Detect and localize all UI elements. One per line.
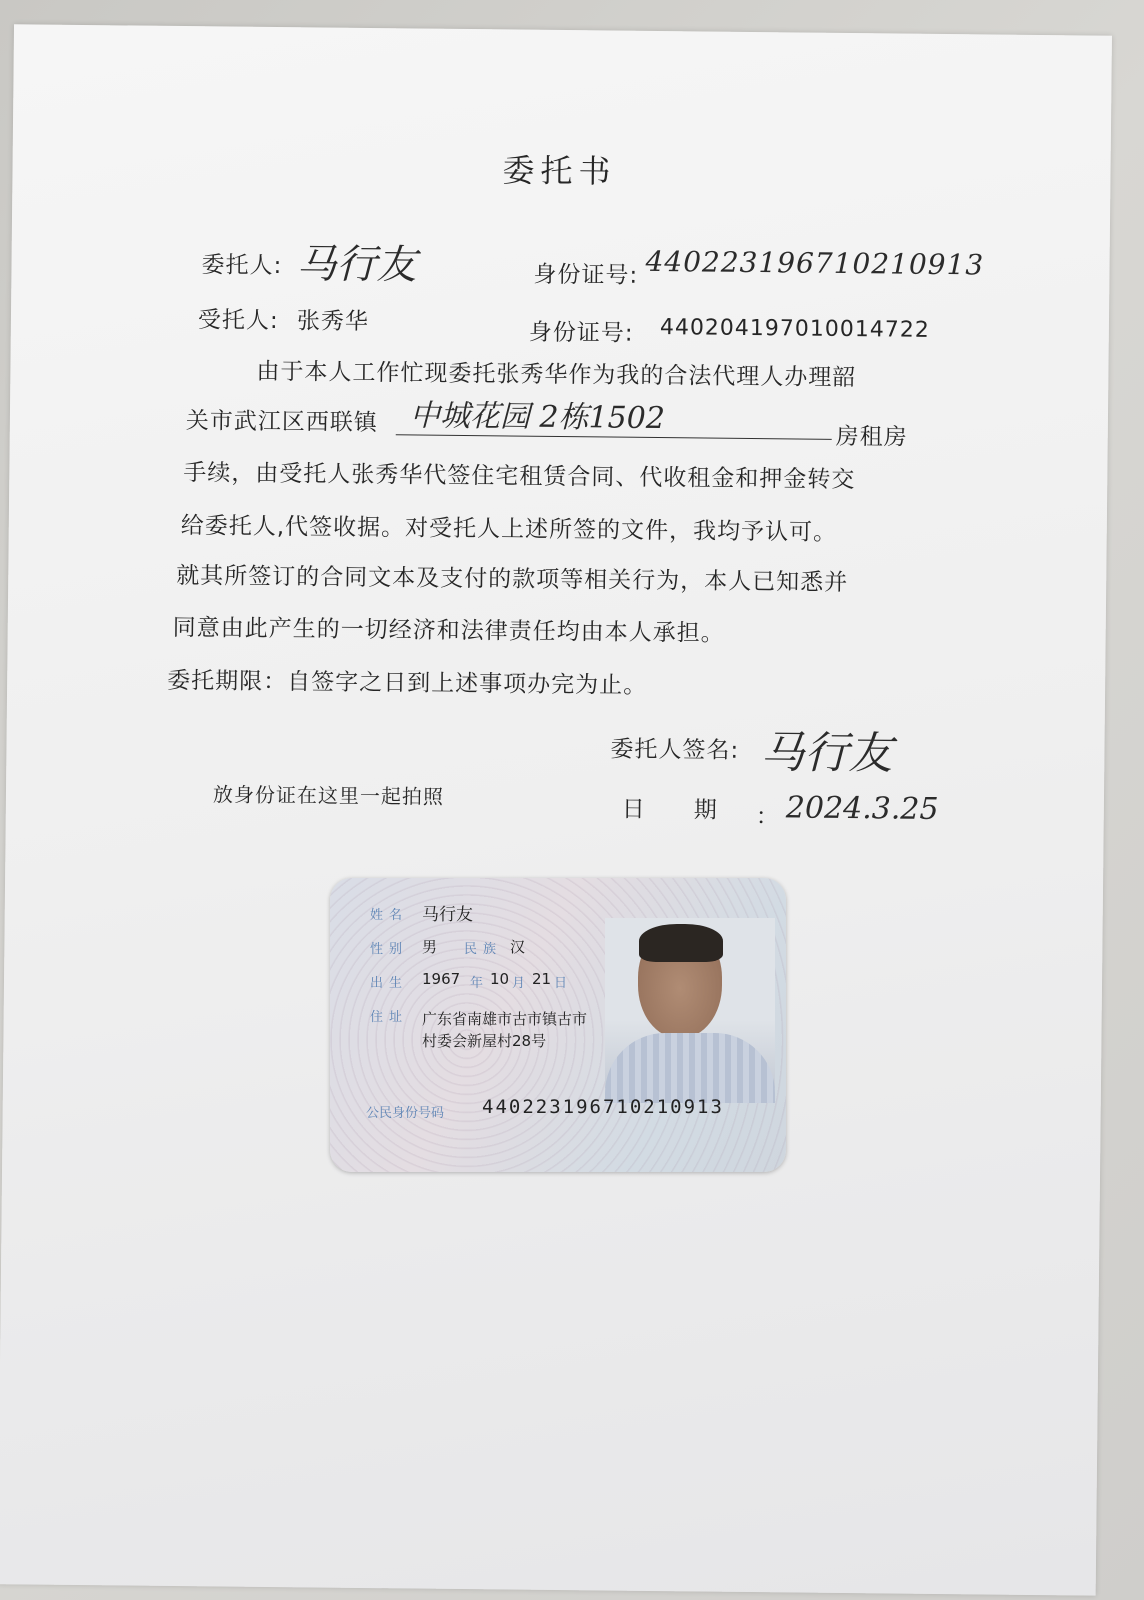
card-birth-year: 1967 [422,970,461,988]
property-address-handwritten: 中城花园 2栋1502 [409,398,666,437]
card-sex: 男 [422,938,438,956]
card-portrait [605,918,775,1088]
card-id-label: 公民身份号码 [366,1106,445,1121]
signature-label: 委托人签名: [610,736,740,764]
card-ethnicity: 汉 [510,938,526,956]
portrait-hair [639,924,723,962]
agent-id: 440204197010014722 [659,315,930,343]
letter-sheet [0,24,1112,1595]
paragraph-line-4: 给委托人,代签收据。对受托人上述所签的文件，我均予认可。 [180,513,838,546]
paragraph-line-2-prefix: 关市武江区西联镇 [185,408,379,437]
card-address-line-1: 广东省南雄市古市镇古市 [422,1010,588,1028]
card-birth-label: 出生 [370,976,409,991]
principal-id-handwritten: 440223196710210913 [645,244,985,282]
principal-id-label: 身份证号: [533,261,639,289]
card-ethnicity-label: 民族 [464,942,503,957]
card-birth-month-unit: 月 [512,976,526,991]
card-name-label: 姓名 [370,908,409,923]
card-address-line-2: 村委会新屋村28号 [422,1032,547,1050]
card-id-number: 440223196710210913 [482,1096,724,1118]
card-birth-month: 10 [490,970,510,988]
agent-label: 受托人: [197,307,279,335]
card-birth-day-unit: 日 [554,976,568,991]
date-colon: ： [755,804,780,831]
card-birth-day: 21 [532,970,552,988]
paragraph-line-2-suffix: 房租房 [835,423,908,451]
principal-label: 委托人: [201,252,283,280]
paragraph-line-3: 手续，由受托人张秀华代签住宅租赁合同、代收租金和押金转交 [183,460,856,494]
card-name: 马行友 [422,905,473,925]
paragraph-line-5: 就其所签订的合同文本及支付的款项等相关行为，本人已知悉并 [176,562,849,597]
signature-handwritten: 马行友 [760,727,893,780]
card-birth-year-unit: 年 [470,976,484,991]
card-address-label: 住址 [370,1010,409,1025]
paragraph-line-6: 同意由此产生的一切经济和法律责任均由本人承担。 [172,614,725,647]
principal-name-handwritten: 马行友 [296,241,417,289]
paragraph-line-1: 由于本人工作忙现委托张秀华作为我的合法代理人办理韶 [256,358,857,392]
agent-id-label: 身份证号: [528,319,634,347]
term-line: 委托期限：自签字之日到上述事项办完为止。 [167,667,648,699]
card-sex-label: 性别 [370,942,409,957]
date-handwritten: 2024.3.25 [785,790,939,827]
document-title: 委托书 [502,151,617,191]
date-label: 日 期 [621,796,718,824]
portrait-shirt [605,1033,775,1103]
id-photo-caption: 放身份证在这里一起拍照 [212,782,445,809]
id-card-photo [330,878,786,1172]
agent-name: 张秀华 [296,308,370,335]
